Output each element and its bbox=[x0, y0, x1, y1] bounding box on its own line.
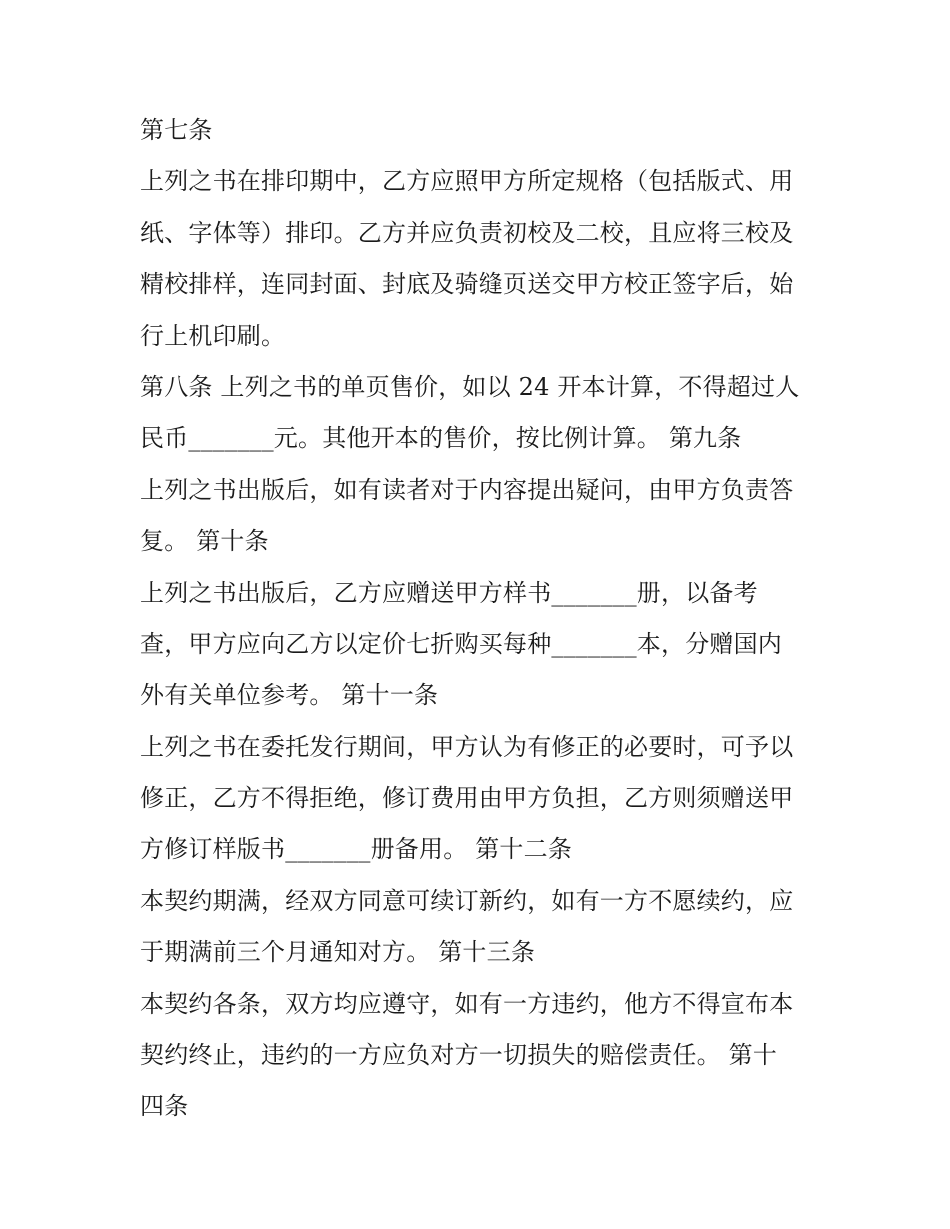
text-line: 查，甲方应向乙方以定价七折购买每种_______本，分赠国内 bbox=[140, 629, 782, 658]
text-line: 纸、字体等）排印。乙方并应负责初校及二校，且应将三校及 bbox=[140, 218, 794, 247]
text-line-article-7-heading: 第七条 bbox=[140, 116, 213, 144]
text-line: 上列之书在排印期中，乙方应照甲方所定规格（包括版式、用 bbox=[140, 167, 794, 196]
text-line-article-8: 第八条 上列之书的单页售价，如以 24 开本计算，不得超过人 bbox=[140, 372, 800, 401]
text-line: 上列之书出版后，乙方应赠送甲方样书_______册，以备考 bbox=[140, 578, 758, 607]
text-line: 外有关单位参考。 第十一条 bbox=[140, 681, 439, 710]
text-line: 于期满前三个月通知对方。 第十三条 bbox=[140, 938, 536, 967]
text-line: 修正，乙方不得拒绝，修订费用由甲方负担，乙方则须赠送甲 bbox=[140, 784, 794, 813]
text-line: 民币_______元。其他开本的售价，按比例计算。 第九条 bbox=[140, 424, 742, 453]
text-line: 本契约各条，双方均应遵守，如有一方违约，他方不得宣布本 bbox=[140, 989, 794, 1018]
text-line: 四条 bbox=[140, 1092, 189, 1121]
text-line: 精校排样，连同封面、封底及骑缝页送交甲方校正签字后，始 bbox=[140, 270, 794, 299]
text-line: 上列之书在委托发行期间，甲方认为有修正的必要时，可予以 bbox=[140, 732, 794, 761]
text-line: 方修订样版书_______册备用。 第十二条 bbox=[140, 835, 573, 864]
contract-text bbox=[140, 105, 830, 1133]
text-line: 行上机印刷。 bbox=[140, 321, 286, 350]
text-line: 上列之书出版后，如有读者对于内容提出疑问，由甲方负责答 bbox=[140, 475, 794, 504]
text-line: 复。 第十条 bbox=[140, 527, 269, 556]
text-line: 契约终止，违约的一方应负对方一切损失的赔偿责任。 第十 bbox=[140, 1041, 778, 1070]
text-line: 本契约期满，经双方同意可续订新约，如有一方不愿续约，应 bbox=[140, 886, 794, 915]
